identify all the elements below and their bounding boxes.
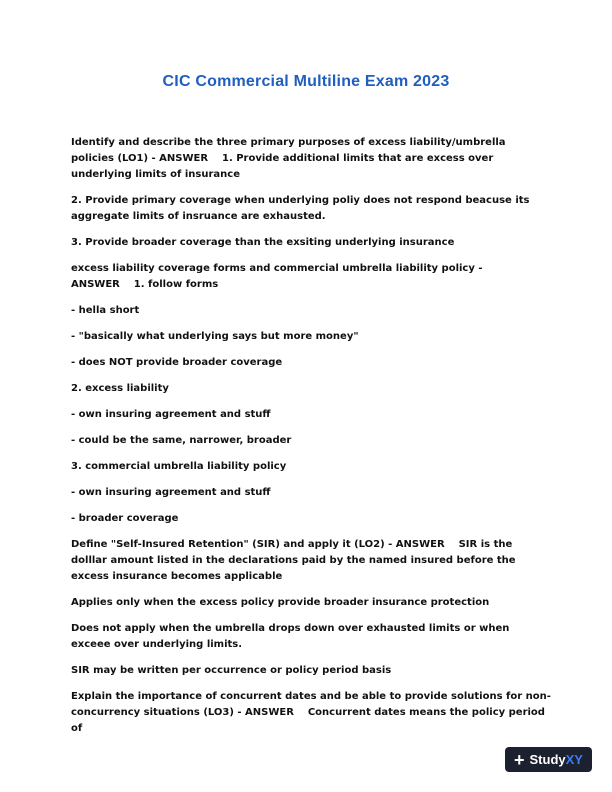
studyxy-badge[interactable]: [505, 747, 592, 772]
paragraph: Does not apply when the umbrella drops down over exhausted limits or when exceee over underlying limits.: [71, 623, 510, 650]
paragraph: - "basically what underlying says but more money": [71, 331, 359, 342]
page-title: CIC Commercial Multiline Exam 2023: [162, 73, 450, 90]
paragraph: Define "Self-Insured Retention" (SIR) and apply it (LO2) - ANSWER SIR is the dolllar amount listed in the declarations paid by the named insured before the excess insurance becomes applicable: [71, 539, 516, 582]
paragraph: Identify and describe the three primary purposes of excess liability/umbrella policies (LO1) - ANSWER 1. Provide additional limits that are excess over underlying limits of insurance: [71, 137, 506, 180]
paragraph: 3. commercial umbrella liability policy: [71, 461, 287, 472]
paragraph: - hella short: [71, 305, 140, 316]
paragraph: 3. Provide broader coverage than the exsiting underlying insurance: [71, 237, 455, 248]
paragraph: - could be the same, narrower, broader: [71, 435, 292, 446]
paragraph: - own insuring agreement and stuff: [71, 487, 271, 498]
paragraph: - own insuring agreement and stuff: [71, 409, 271, 420]
paragraph: Explain the importance of concurrent dates and be able to provide solutions for non-concurrency situations (LO3) - ANSWER Concurrent dates means the policy period of: [71, 691, 551, 734]
paragraph: - does NOT provide broader coverage: [71, 357, 283, 368]
paragraph: 2. excess liability: [71, 383, 169, 394]
brand-part-xy: XY: [565, 752, 583, 767]
plus-icon: +: [514, 749, 525, 770]
paragraph: SIR may be written per occurrence or policy period basis: [71, 665, 392, 676]
paragraph: - broader coverage: [71, 513, 179, 524]
paragraph: Applies only when the excess policy provide broader insurance protection: [71, 597, 490, 608]
paragraph: excess liability coverage forms and commercial umbrella liability policy - ANSWER 1. follow forms: [71, 263, 483, 290]
brand-name: [530, 752, 583, 767]
document-body: [71, 135, 551, 747]
paragraph: 2. Provide primary coverage when underlying poliy does not respond beacuse its aggregate limits of insruance are exhausted.: [71, 195, 530, 222]
brand-part-study: Study: [529, 752, 566, 767]
